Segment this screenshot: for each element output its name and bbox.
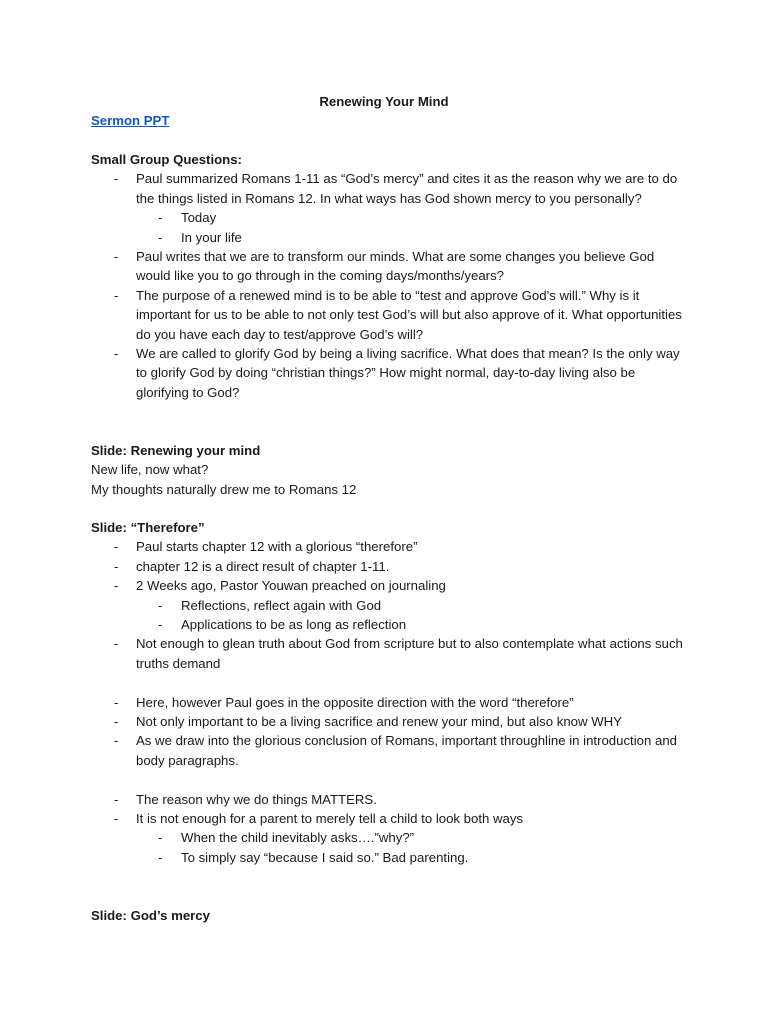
spacer [91, 770, 691, 789]
slide-mercy-heading: Slide: God’s mercy [91, 908, 210, 923]
small-group-section [91, 150, 691, 402]
document-title: Renewing Your Mind [319, 94, 449, 109]
small-group-heading: Small Group Questions: [91, 152, 242, 167]
list-item: - Paul writes that we are to transform our minds. What are some changes you believe God would like you to go through in the coming days/months/years? [91, 247, 691, 286]
list-item-text: 2 Weeks ago, Pastor Youwan preached on journaling [136, 578, 446, 594]
list-item: - Not only important to be a living sacrifice and renew your mind, but also know WHY [91, 712, 691, 731]
list-item: - Not enough to glean truth about God from scripture but to also contemplate what actions such truths demand [91, 634, 691, 673]
list-item: - Here, however Paul goes in the opposite direction with the word “therefore” [91, 693, 691, 712]
list-item: - In your life [136, 228, 691, 247]
list-item: - As we draw into the glorious conclusion of Romans, important throughline in introduction and body paragraphs. [91, 731, 691, 770]
slide-renewing-heading: Slide: Renewing your mind [91, 443, 261, 458]
list-item: - Paul starts chapter 12 with a glorious “therefore” [91, 537, 691, 556]
list-item-text: It is not enough for a parent to merely tell a child to look both ways [136, 811, 524, 827]
list-item: - Reflections, reflect again with God [136, 596, 691, 615]
sub-list [136, 208, 691, 247]
slide-mercy-section [91, 906, 691, 925]
list-item [91, 169, 691, 247]
sub-list [136, 828, 691, 867]
list-item: - When the child inevitably asks….”why?” [136, 828, 691, 847]
text-line: My thoughts naturally drew me to Romans 12 [91, 481, 357, 497]
sub-list [136, 596, 691, 635]
therefore-list [91, 537, 691, 673]
question-1: Paul summarized Romans 1-11 as “God’s mercy” and cites it as the reason why we are to do the things listed in Romans 12. In what ways has God shown mercy to you personally? [136, 171, 678, 206]
therefore-list-3 [91, 790, 691, 868]
therefore-list-2 [91, 693, 691, 771]
list-item: - chapter 12 is a direct result of chapter 1-11. [91, 557, 691, 576]
list-item: - We are called to glorify God by being a living sacrifice. What does that mean? Is the only way to glorify God by doing “christian things?” How might normal, day-to-day living also be glorifying to God? [91, 344, 691, 402]
text-line: New life, now what? [91, 462, 209, 478]
list-item [91, 809, 691, 867]
list-item: - The reason why we do things MATTERS. [91, 790, 691, 809]
list-item: - To simply say “because I said so.” Bad parenting. [136, 848, 691, 867]
small-group-list [91, 169, 691, 402]
list-item [91, 576, 691, 634]
slide-renewing-section [91, 441, 691, 499]
spacer [91, 673, 691, 692]
sermon-ppt-link[interactable]: Sermon PPT [91, 113, 170, 128]
slide-therefore-section [91, 518, 691, 867]
slide-therefore-heading: Slide: “Therefore” [91, 520, 205, 535]
list-item: - Today [136, 208, 691, 227]
list-item: - The purpose of a renewed mind is to be able to “test and approve God’s will.” Why is it important for us to be able to not only test God’s will but also approve of it. What opportunities do you have each day to test/approve God’s will? [91, 286, 691, 344]
list-item: - Applications to be as long as reflection [136, 615, 691, 634]
